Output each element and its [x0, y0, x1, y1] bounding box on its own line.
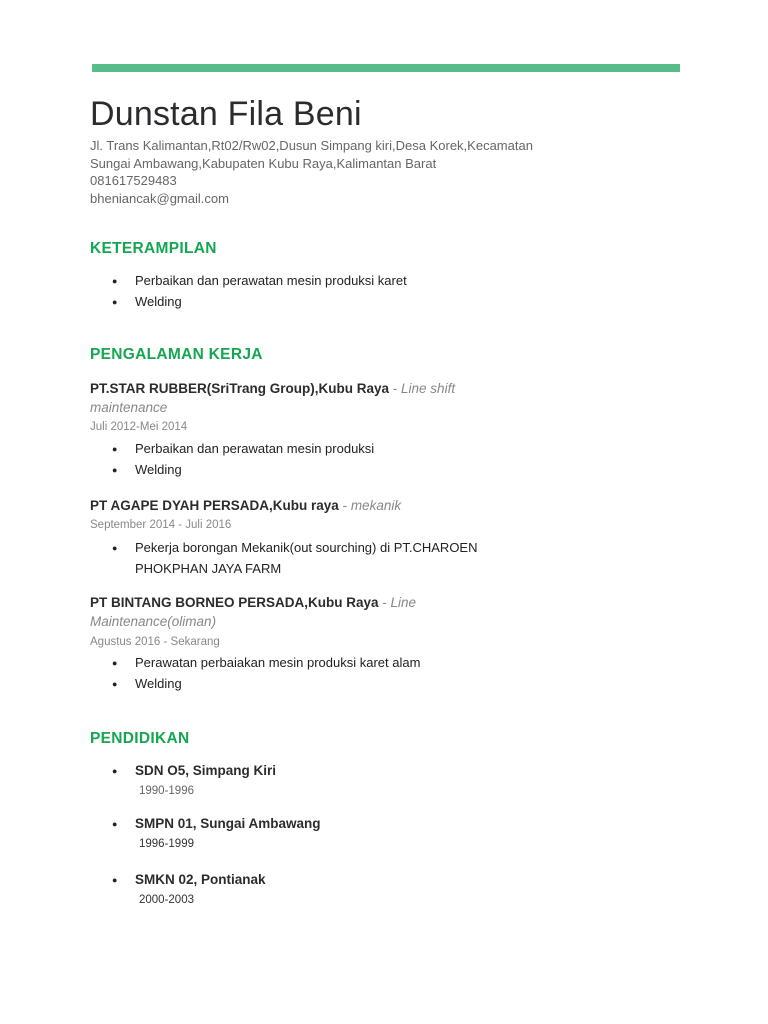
- education-item: [112, 762, 277, 797]
- list-item: ● Pekerja borongan Mekanik(out sourching) di PT.CHAROEN PHOKPHAN JAYA FARM: [112, 538, 502, 579]
- job-role: Line shift maintenance: [90, 381, 456, 415]
- job-dates: September 2014 - Juli 2016: [90, 519, 232, 531]
- list-item: ● Perbaikan dan perawatan mesin produksi karet: [112, 271, 407, 292]
- email-address: bheniancak@gmail.com: [90, 190, 229, 206]
- address-line-2: Sungai Ambawang,Kabupaten Kubu Raya,Kalimantan Barat: [90, 155, 437, 171]
- company-name: PT BINTANG BORNEO PERSADA,Kubu Raya: [90, 595, 379, 610]
- list-item: ● Perawatan perbaiakan mesin produksi karet alam: [112, 653, 420, 674]
- accent-bar: [92, 64, 680, 72]
- separator: -: [338, 498, 351, 513]
- school-years: 2000-2003: [139, 894, 194, 906]
- phone-number: 081617529483: [90, 173, 177, 188]
- job-duties-list: [112, 439, 374, 480]
- school-name: ● SMKN 02, Pontianak: [112, 871, 266, 889]
- school-name: ● SMPN 01, Sungai Ambawang: [112, 815, 321, 833]
- school-years: 1996-1999: [139, 838, 194, 850]
- job-role: Line Maintenance(oliman): [90, 595, 417, 629]
- education-item: [112, 871, 266, 906]
- list-item: ● Welding: [112, 292, 407, 313]
- separator: -: [378, 595, 391, 610]
- job-title-line: [90, 379, 490, 417]
- list-item: ● Welding: [112, 460, 374, 481]
- job-dates: Juli 2012-Mei 2014: [90, 421, 188, 433]
- education-item: [112, 815, 321, 850]
- address-line-1: Jl. Trans Kalimantan,Rt02/Rw02,Dusun Simpang kiri,Desa Korek,Kecamatan: [90, 138, 533, 153]
- section-heading-experience: PENGALAMAN KERJA: [90, 346, 263, 363]
- company-name: PT AGAPE DYAH PERSADA,Kubu raya: [90, 498, 339, 513]
- job-title-line: [90, 593, 490, 631]
- job-title-line: [90, 496, 490, 515]
- school-name: ● SDN O5, Simpang Kiri: [112, 762, 276, 780]
- candidate-name: Dunstan Fila Beni: [90, 95, 362, 133]
- contact-block: [90, 137, 590, 207]
- list-item: ● Perbaikan dan perawatan mesin produksi: [112, 439, 374, 460]
- skills-list: [112, 271, 407, 312]
- job-duties-list: [112, 538, 502, 579]
- job-role: mekanik: [350, 498, 402, 513]
- company-name: PT.STAR RUBBER(SriTrang Group),Kubu Raya: [90, 381, 390, 396]
- list-item: ● Welding: [112, 674, 420, 695]
- section-heading-skills: KETERAMPILAN: [90, 240, 217, 257]
- separator: -: [389, 381, 402, 396]
- job-dates: Agustus 2016 - Sekarang: [90, 636, 220, 648]
- section-heading-education: PENDIDIKAN: [90, 730, 190, 747]
- school-years: 1990-1996: [139, 785, 194, 797]
- job-duties-list: [112, 653, 420, 694]
